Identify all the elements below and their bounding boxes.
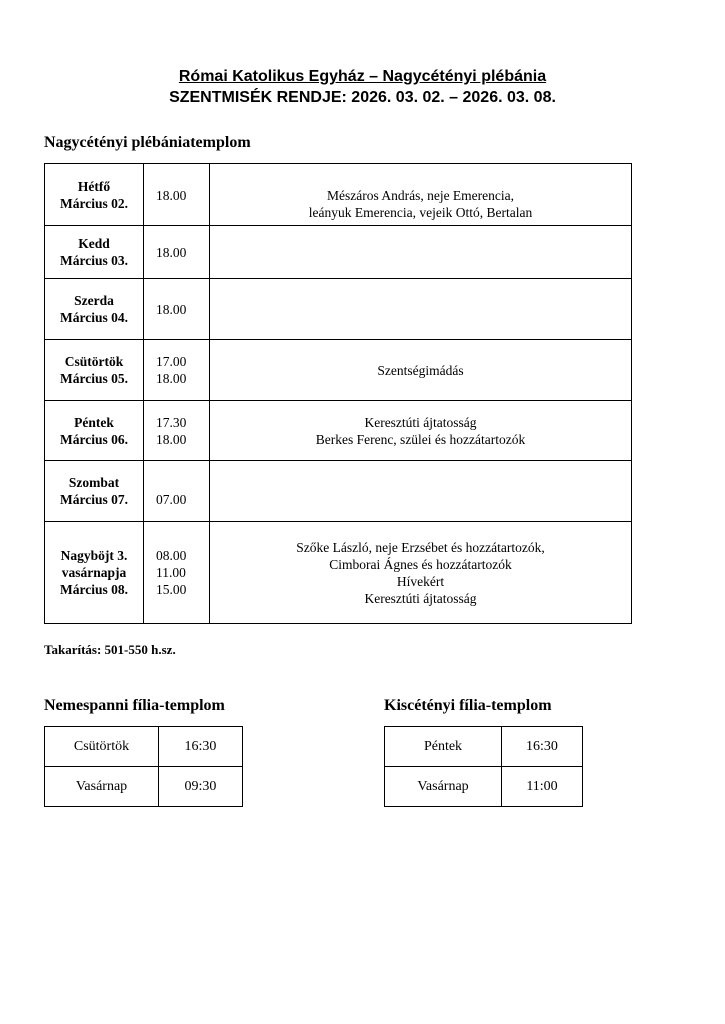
- day-cell: Szerda Március 04.: [45, 279, 144, 340]
- table-row: [45, 164, 632, 226]
- intention-cell: [210, 461, 632, 522]
- table-row: [45, 522, 632, 624]
- day-cell: Péntek: [385, 727, 502, 767]
- time-cell: 18.00: [144, 226, 210, 279]
- intention-cell: Mészáros András, neje Emerencia, leányuk Emerencia, vejeik Ottó, Bertalan: [210, 164, 632, 226]
- time-cell: 16:30: [159, 727, 243, 767]
- cleaning-note: Takarítás: 501-550 h.sz.: [44, 642, 176, 657]
- day-cell: Péntek Március 06.: [45, 401, 144, 461]
- nemespanni-schedule-table: [44, 726, 243, 807]
- time-cell: 09:30: [159, 767, 243, 807]
- table-row: [45, 279, 632, 340]
- time-cell: 18.00: [144, 164, 210, 226]
- kiscetenyi-title: Kiscétényi fília-templom: [384, 697, 552, 714]
- day-cell: Vasárnap: [385, 767, 502, 807]
- intention-cell: Szőke László, neje Erzsébet és hozzátartozók, Cimborai Ágnes és hozzátartozók Hívekért Keresztúti ájtatosság: [210, 522, 632, 624]
- table-row: [385, 767, 583, 807]
- time-cell: 08.00 11.00 15.00: [144, 522, 210, 624]
- day-cell: Szombat Március 07.: [45, 461, 144, 522]
- document-subtitle: SZENTMISÉK RENDJE: 2026. 03. 02. – 2026. 03. 08.: [169, 89, 556, 106]
- table-row: [45, 727, 243, 767]
- table-row: [45, 767, 243, 807]
- day-cell: Csütörtök Március 05.: [45, 340, 144, 401]
- document-header: [0, 66, 725, 108]
- time-cell: 17.30 18.00: [144, 401, 210, 461]
- intention-cell: Szentségimádás: [210, 340, 632, 401]
- main-church-schedule-table: [44, 163, 632, 624]
- intention-cell: [210, 226, 632, 279]
- day-cell: Kedd Március 03.: [45, 226, 144, 279]
- intention-cell: [210, 279, 632, 340]
- day-cell: Csütörtök: [45, 727, 159, 767]
- document-title: Római Katolikus Egyház – Nagycétényi plébánia: [178, 68, 547, 85]
- kiscetenyi-schedule-table: [384, 726, 583, 807]
- time-cell: 17.00 18.00: [144, 340, 210, 401]
- table-row: [45, 401, 632, 461]
- day-cell: Hétfő Március 02.: [45, 164, 144, 226]
- day-cell: Nagyböjt 3. vasárnapja Március 08.: [45, 522, 144, 624]
- table-row: [45, 340, 632, 401]
- table-row: [45, 461, 632, 522]
- time-cell: 18.00: [144, 279, 210, 340]
- day-cell: Vasárnap: [45, 767, 159, 807]
- main-church-title: Nagycétényi plébániatemplom: [44, 134, 251, 151]
- table-row: [45, 226, 632, 279]
- intention-cell: Keresztúti ájtatosság Berkes Ferenc, szülei és hozzátartozók: [210, 401, 632, 461]
- time-cell: 16:30: [502, 727, 583, 767]
- nemespanni-title: Nemespanni fília-templom: [44, 697, 225, 714]
- time-cell: 07.00: [144, 461, 210, 522]
- time-cell: 11:00: [502, 767, 583, 807]
- table-row: [385, 727, 583, 767]
